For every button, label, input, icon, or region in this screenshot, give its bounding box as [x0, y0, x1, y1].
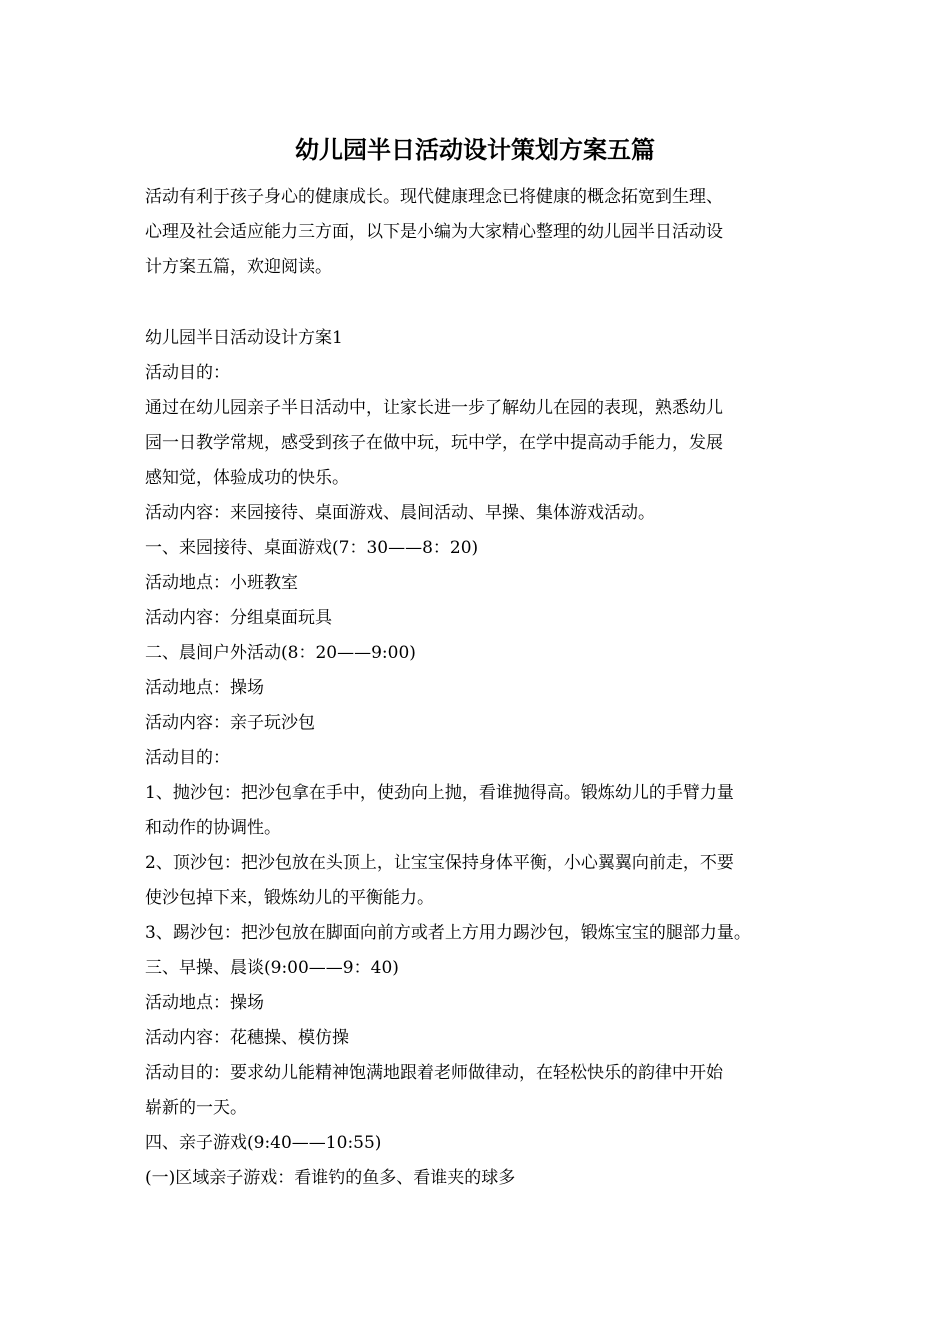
paragraph-gap — [145, 285, 825, 321]
text-line: 活动内容：亲子玩沙包 — [145, 713, 315, 733]
text-line: 活动目的： — [145, 363, 230, 383]
text-line: 通过在幼儿园亲子半日活动中，让家长进一步了解幼儿在园的表现，熟悉幼儿 — [145, 398, 723, 418]
document-title: 幼儿园半日活动设计策划方案五篇 — [295, 135, 655, 164]
text-line: (一)区域亲子游戏：看谁钓的鱼多、看谁夹的球多 — [145, 1168, 516, 1188]
section-heading: 幼儿园半日活动设计方案1 — [145, 328, 343, 348]
text-line: 使沙包掉下来，锻炼幼儿的平衡能力。 — [145, 888, 434, 908]
text-line: 活动内容：花穗操、模仿操 — [145, 1028, 349, 1048]
text-line: 活动地点：操场 — [145, 678, 264, 698]
text-line: 二、晨间户外活动(8：20——9:00) — [145, 643, 416, 663]
text-line: 活动内容：分组桌面玩具 — [145, 608, 332, 628]
text-line: 三、早操、晨谈(9:00——9：40) — [145, 958, 399, 978]
text-line: 和动作的协调性。 — [145, 818, 281, 838]
text-line: 活动地点：操场 — [145, 993, 264, 1013]
document-body — [145, 180, 825, 1196]
text-line: 园一日教学常规，感受到孩子在做中玩，玩中学，在学中提高动手能力，发展 — [145, 433, 723, 453]
text-line: 活动内容：来园接待、桌面游戏、晨间活动、早操、集体游戏活动。 — [145, 503, 655, 523]
text-line: 3、踢沙包：把沙包放在脚面向前方或者上方用力踢沙包，锻炼宝宝的腿部力量。 — [145, 923, 751, 943]
intro-line: 心理及社会适应能力三方面，以下是小编为大家精心整理的幼儿园半日活动设 — [145, 222, 723, 242]
text-line: 2、顶沙包：把沙包放在头顶上，让宝宝保持身体平衡，小心翼翼向前走，不要 — [145, 853, 734, 873]
text-line: 感知觉，体验成功的快乐。 — [145, 468, 349, 488]
text-line: 崭新的一天。 — [145, 1098, 247, 1118]
text-line: 一、来园接待、桌面游戏(7：30——8：20) — [145, 538, 479, 558]
text-line: 1、抛沙包：把沙包拿在手中，使劲向上抛，看谁抛得高。锻炼幼儿的手臂力量 — [145, 783, 734, 803]
text-line: 四、亲子游戏(9:40——10:55) — [145, 1133, 382, 1153]
text-line: 活动目的：要求幼儿能精神饱满地跟着老师做律动，在轻松快乐的韵律中开始 — [145, 1063, 723, 1083]
intro-line: 活动有利于孩子身心的健康成长。现代健康理念已将健康的概念拓宽到生理、 — [145, 187, 723, 207]
text-line: 活动目的： — [145, 748, 230, 768]
intro-line: 计方案五篇，欢迎阅读。 — [145, 257, 332, 277]
text-line: 活动地点：小班教室 — [145, 573, 298, 593]
